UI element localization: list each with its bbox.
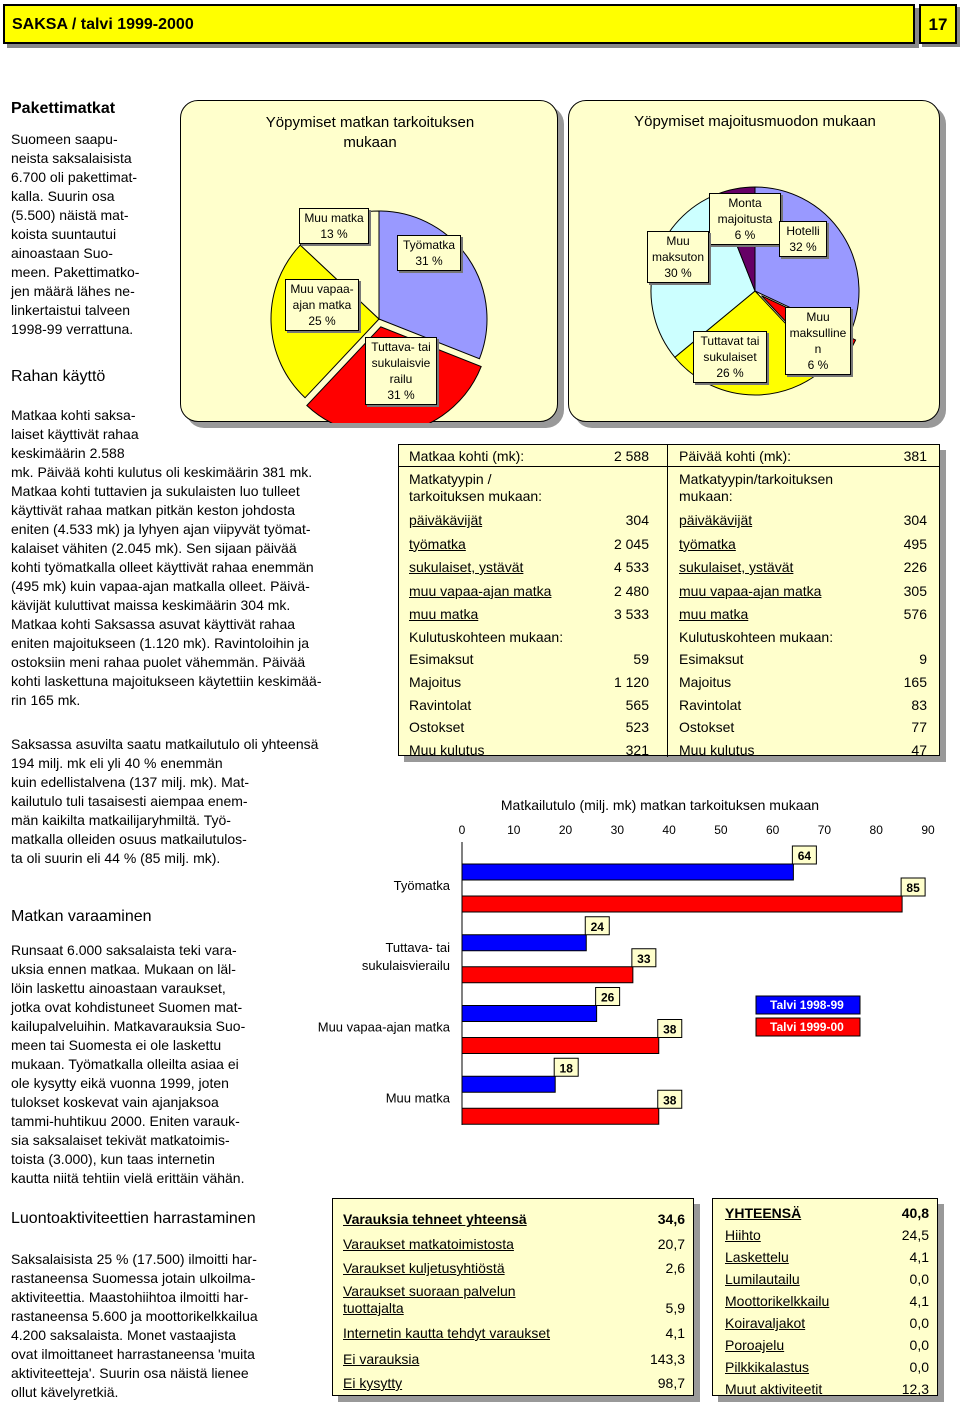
legend-label: Talvi 1998-99 <box>770 998 844 1012</box>
kulutus-right-row-value: 47 <box>911 742 927 759</box>
kulutus-left-row-value: 565 <box>625 696 649 713</box>
bar <box>462 896 902 912</box>
data-label: 24 <box>590 919 604 934</box>
varaaminen-line: Runsaat 6.000 saksalaista teki vara- <box>11 942 237 958</box>
pakettimatkat-line: meen. Pakettimatko- <box>11 264 140 280</box>
spend-right-row-label: muu matka <box>679 606 749 622</box>
pie2-label-hotelli: Hotelli 32 % <box>779 221 827 257</box>
pie1-label-tyomatka: Työmatka 31 % <box>397 235 461 271</box>
rahan-line: Matkaa kohti saksa- <box>11 407 136 423</box>
varaaminen-line: jotka ovat kohdistuneet Suomen mat- <box>11 999 243 1015</box>
bar-chart-matkailutulo <box>290 780 950 1180</box>
right-kulutus-heading: Kulutuskohteen mukaan: <box>679 629 834 645</box>
left-subheading: Matkatyypin / tarkoituksen mukaan: <box>409 471 543 504</box>
data-label: 85 <box>906 881 920 895</box>
pie-chart-purpose <box>180 100 558 422</box>
matkaa-kohti-label: Matkaa kohti (mk): <box>409 448 525 464</box>
booking-row-label: Ei kysytty <box>343 1375 403 1391</box>
kulutus-right-row-label: Majoitus <box>679 673 732 690</box>
category-label: Muu matka <box>385 1090 450 1106</box>
kulutus-right-row-value: 77 <box>911 719 927 736</box>
activity-table <box>712 1198 938 1396</box>
booking-table <box>332 1198 694 1396</box>
pie1-title-line: mukaan <box>343 134 397 151</box>
luonto-line: 4.200 saksalaista. Monet vastaajista <box>11 1327 236 1343</box>
pakettimatkat-line: jen määrä lähes ne- <box>11 283 135 299</box>
pie1-label-tuttava: Tuttava- tai sukulaisvie railu 31 % <box>365 337 437 405</box>
rahan-line: käyttivät rahaa matkan pitkän keston johdosta <box>11 502 296 518</box>
kulutus-left-row-value: 59 <box>633 651 649 667</box>
rahan-line: Matkaa kohti Saksassa asuvat käyttivät rahaa <box>11 616 296 632</box>
kulutus-right-row-value: 83 <box>911 696 927 713</box>
x-tick-label: 10 <box>507 823 521 837</box>
kulutus-right-row-label: Muu kulutus <box>679 742 755 759</box>
activity-row-label: YHTEENSÄ <box>725 1205 802 1221</box>
activity-row-value: 0,0 <box>909 1337 929 1353</box>
pie2-label-monta: Monta majoitusta 6 % <box>709 193 781 245</box>
spend-right-row-value: 576 <box>903 606 927 622</box>
rahan-line: kohti laskettuna majoitukseen käytettiin keskimää- <box>11 673 322 689</box>
rahan-line: eniten (4.533 mk) ja lyhyen ajan viipyvät työmat- <box>11 521 311 537</box>
category-label: Muu vapaa-ajan matka <box>317 1019 450 1035</box>
tulo-line: Saksassa asuvilta saatu matkailutulo oli yhteensä <box>11 736 319 752</box>
varaaminen-line: löin laskettu ainoastaan varaukset, <box>11 980 226 996</box>
activity-row-label: Lumilautailu <box>725 1271 800 1287</box>
spend-right-row-label: sukulaiset, ystävät <box>679 559 794 575</box>
spend-right-row-label: työmatka <box>679 535 736 552</box>
varaaminen-line: kautta niitä tehtiin vielä erittäin vähän. <box>11 1170 245 1186</box>
activity-row-label: Muut aktiviteetit <box>725 1381 823 1397</box>
activity-row-value: 0,0 <box>909 1271 929 1287</box>
paragraph-matkailutulo <box>11 735 318 868</box>
data-label: 26 <box>600 990 615 1005</box>
category-label: Työmatka <box>393 878 450 893</box>
x-tick-label: 20 <box>558 823 573 837</box>
varaaminen-line: tammi-huhtikuu 2000. Eniten varauk- <box>11 1113 240 1129</box>
bar <box>462 1006 597 1022</box>
tulo-line: ta oli suurin eli 44 % (85 milj. mk). <box>11 850 221 866</box>
kulutus-left-row-label: Ostokset <box>409 719 465 736</box>
rahan-line: keskimäärin 2.588 <box>11 445 125 461</box>
right-subheading: Matkatyypin/tarkoituksen mukaan: <box>679 471 834 504</box>
activity-row-label: Hiihto <box>725 1227 761 1243</box>
heading-luontoaktiviteetit: Luontoaktiviteettien harrastaminen <box>11 1210 256 1227</box>
pakettimatkat-line: (5.500) näistä mat- <box>11 207 129 223</box>
legend-label: Talvi 1999-00 <box>770 1020 844 1034</box>
rahan-line: kävijät kuluttivat maissa keskimäärin 304 mk. <box>11 597 291 613</box>
luonto-line: aktiviteetteja'. Suurin osa näistä lienee <box>11 1365 249 1381</box>
pakettimatkat-line: koista suuntautui <box>11 226 117 242</box>
category-label: Tuttava- tai <box>385 939 450 955</box>
varaaminen-line: meen tai Suomesta ei ole laskettu <box>11 1037 222 1053</box>
booking-row-value: 98,7 <box>657 1375 685 1391</box>
activity-row-value: 0,0 <box>909 1359 929 1375</box>
bar <box>462 1108 659 1124</box>
x-tick-label: 60 <box>765 823 780 837</box>
spending-table-header <box>399 445 939 467</box>
x-tick-label: 30 <box>610 823 625 837</box>
category-label: sukulaisvierailu <box>361 957 450 973</box>
data-label: 38 <box>663 1093 677 1108</box>
booking-row-label <box>343 1283 516 1317</box>
pie2-label-maksuton: Muu maksuton 30 % <box>647 231 709 283</box>
spend-left-row-label: muu vapaa-ajan matka <box>409 582 552 599</box>
rahan-line: Matkaa kohti tuttavien ja sukulaisten luo tulleet <box>11 483 300 499</box>
bar <box>462 935 586 951</box>
pie2-label-muu-maksullinen: Muu maksulline n 6 % <box>785 307 851 375</box>
kulutus-left-row-value: 1 120 <box>613 673 649 690</box>
x-tick-label: 90 <box>921 823 935 837</box>
spend-right-row-value: 226 <box>903 559 927 575</box>
activity-row-value: 4,1 <box>909 1293 929 1309</box>
bar-chart-title: Matkailutulo (milj. mk) matkan tarkoituksen mukaan <box>500 797 820 813</box>
paivaa-kohti-value: 381 <box>903 448 927 464</box>
booking-row-value: 20,7 <box>657 1236 685 1252</box>
booking-label-line: tuottajalta <box>343 1300 404 1316</box>
spend-left-row-value: 3 533 <box>613 606 649 622</box>
spend-right-row-value: 305 <box>903 582 927 599</box>
kulutus-left-row-value: 321 <box>625 742 649 759</box>
booking-row-value: 143,3 <box>649 1351 685 1367</box>
booking-row-value: 4,1 <box>665 1325 685 1341</box>
data-label: 38 <box>663 1022 677 1037</box>
kulutus-right-row-label: Ravintolat <box>679 696 742 713</box>
pie-chart-accommodation <box>568 100 940 422</box>
pakettimatkat-line: neista saksalaisista <box>11 150 132 166</box>
left-kulutus-heading: Kulutuskohteen mukaan: <box>409 629 564 645</box>
pie1-label-vapaa: Muu vapaa- ajan matka 25 % <box>285 279 359 331</box>
data-label: 64 <box>797 849 812 863</box>
activity-row-value: 4,1 <box>909 1249 929 1265</box>
varaaminen-line: ole kysytty eikä vuonna 1999, joten <box>11 1075 229 1091</box>
booking-row-label: Internetin kautta tehdyt varaukset <box>343 1325 551 1341</box>
kulutus-left-row-label: Majoitus <box>409 673 462 690</box>
pakettimatkat-line: linkertaistui talveen <box>11 302 131 318</box>
kulutus-left-row-value: 523 <box>625 719 649 736</box>
paragraph-luontoaktiviteetit <box>11 1250 258 1402</box>
rahan-line: kalaiset vähiten (2.045 mk). Sen sijaan päivää <box>11 540 297 556</box>
spend-left-row-value: 2 045 <box>613 535 649 552</box>
tulo-line: män kaikilta matkailijaryhmiltä. Työ- <box>11 812 231 828</box>
booking-label-line: Varaukset suoraan palvelun <box>343 1283 516 1299</box>
pie1-label-muu-matka: Muu matka 13 % <box>299 208 369 244</box>
spend-left-row-label: muu matka <box>409 606 479 622</box>
luonto-line: ovat ilmoittaneet harrastaneensa 'muita <box>11 1346 255 1362</box>
rahan-line: rin 165 mk. <box>11 692 81 708</box>
spend-right-row-value: 304 <box>903 512 927 528</box>
pakettimatkat-line: 1998-99 verrattuna. <box>11 321 134 337</box>
spend-left-row-label: päiväkävijät <box>409 512 483 528</box>
paivaa-kohti-label: Päivää kohti (mk): <box>679 448 792 464</box>
activity-row-label: Pilkkikalastus <box>725 1359 810 1375</box>
varaaminen-line: tulokset koskevat vain ajanjaksoa <box>11 1094 219 1110</box>
activity-row-label: Laskettelu <box>725 1249 789 1265</box>
pie2-label-tuttavat: Tuttavat tai sukulaiset 26 % <box>693 331 767 383</box>
booking-row-label: Ei varauksia <box>343 1351 420 1367</box>
page-title: SAKSA / talvi 1999-2000 <box>12 16 194 33</box>
spend-left-row-label: sukulaiset, ystävät <box>409 559 524 575</box>
pakettimatkat-line: 6.700 oli pakettimat- <box>11 169 138 185</box>
kulutus-left-row-label: Esimaksut <box>409 651 474 667</box>
x-tick-label: 40 <box>662 823 676 837</box>
rahan-line: laiset käyttivät rahaa <box>11 426 139 442</box>
spend-left-row-label: työmatka <box>409 535 466 552</box>
paragraph-rahan-kaytto-narrow <box>11 406 139 463</box>
varaaminen-line: uksia ennen matkaa. Mukaan on läl- <box>11 961 236 977</box>
booking-row-value: 2,6 <box>665 1260 685 1276</box>
luonto-line: Saksalaisista 25 % (17.500) ilmoitti har- <box>11 1251 257 1267</box>
activity-row-label: Poroajelu <box>725 1337 785 1353</box>
bar <box>462 864 793 880</box>
luonto-line: aktiviteettia. Maastohiihtoa ilmoitti har- <box>11 1289 249 1305</box>
rahan-line: ostoksiin meni rahaa puolet vähemmän. Päivää <box>11 654 306 670</box>
booking-row-value: 5,9 <box>665 1300 685 1316</box>
tulo-line: matkalla olleiden osuus matkailutulos- <box>11 831 247 847</box>
varaaminen-line: toista (3.000), kun taas internetin <box>11 1151 215 1167</box>
tulo-line: kailutulo tuli tasaisesti aiempaa enem- <box>11 793 248 809</box>
x-tick-label: 0 <box>458 823 466 837</box>
bar <box>462 967 633 983</box>
kulutus-right-row-value: 9 <box>919 651 927 667</box>
luonto-line: rastaneensa 5.600 ja moottorikelkkailua <box>11 1308 258 1324</box>
pakettimatkat-line: ainoastaan Suo- <box>11 245 113 261</box>
page-number: 17 <box>919 4 957 44</box>
pie-chart-accommodation-title: Yöpymiset majoitusmuodon mukaan <box>634 113 876 130</box>
activity-row-value: 40,8 <box>901 1205 929 1221</box>
spending-table <box>398 444 940 759</box>
varaaminen-line: kailupalveluihin. Matkavarauksia Suo- <box>11 1018 246 1034</box>
booking-row-label: Varauksia tehneet yhteensä <box>343 1211 527 1227</box>
varaaminen-line: sia saksalaiset tekivät matkatoimis- <box>11 1132 230 1148</box>
kulutus-right-row-label: Esimaksut <box>679 651 744 667</box>
spend-left-row-value: 4 533 <box>613 559 649 575</box>
activity-row-value: 12,3 <box>901 1381 929 1397</box>
varaaminen-line: mukaan. Työmatkalla olleilta asiaa ei <box>11 1056 239 1072</box>
tulo-line: kuin edellistalvena (137 milj. mk). Mat- <box>11 774 250 790</box>
spend-right-row-value: 495 <box>903 535 927 552</box>
kulutus-right-row-label: Ostokset <box>679 719 735 736</box>
booking-row-label: Varaukset matkatoimistosta <box>343 1236 514 1252</box>
tulo-line: 194 milj. mk eli yli 40 % enemmän <box>11 755 223 771</box>
paragraph-pakettimatkat <box>11 130 139 339</box>
spend-left-row-value: 304 <box>625 512 649 528</box>
booking-row-value: 34,6 <box>657 1211 685 1227</box>
pakettimatkat-line: Suomeen saapu- <box>11 131 118 147</box>
kulutus-right-row-value: 165 <box>903 673 927 690</box>
activity-row-label: Moottorikelkkailu <box>725 1293 830 1309</box>
x-tick-label: 80 <box>869 823 883 837</box>
rahan-line: eniten majoitukseen (1.120 mk). Ravintoloihin ja <box>11 635 310 651</box>
spend-right-row-label: muu vapaa-ajan matka <box>679 582 822 599</box>
x-tick-label: 70 <box>817 823 832 837</box>
pakettimatkat-line: kalla. Suurin osa <box>11 188 115 204</box>
luonto-line: rastaneensa Suomessa jotain ulkoilma- <box>11 1270 256 1286</box>
spend-left-row-value: 2 480 <box>613 582 649 599</box>
rahan-line: (495 mk) kuin vapaa-ajan matkalla olleet. Päivä- <box>11 578 310 594</box>
rahan-line: mk. Päivää kohti kulutus oli keskimäärin 381 mk. <box>11 464 313 480</box>
pie1-title-line: Yöpymiset matkan tarkoituksen <box>265 114 475 131</box>
rahan-line: kohti työmatkalla olleet käyttivät rahaa enemmän <box>11 559 314 575</box>
activity-row-value: 24,5 <box>901 1227 929 1243</box>
heading-rahan-kaytto: Rahan käyttö <box>11 368 106 385</box>
heading-matkan-varaaminen: Matkan varaaminen <box>11 908 152 925</box>
kulutus-left-row-label: Ravintolat <box>409 696 472 713</box>
luonto-line: ollut kävelyretkiä. <box>11 1384 119 1400</box>
kulutus-left-row-label: Muu kulutus <box>409 742 485 759</box>
booking-row-label: Varaukset kuljetusyhtiöstä <box>343 1260 505 1276</box>
page-header <box>0 0 960 52</box>
data-label: 18 <box>559 1061 573 1076</box>
paragraph-varaaminen <box>11 941 245 1188</box>
bar <box>462 1038 659 1054</box>
paragraph-rahan-kaytto <box>11 463 321 710</box>
matkaa-kohti-value: 2 588 <box>613 448 649 464</box>
spend-right-row-label: päiväkävijät <box>679 512 753 528</box>
bar <box>462 1076 555 1092</box>
data-label: 33 <box>637 951 651 966</box>
x-tick-label: 50 <box>714 823 728 837</box>
heading-pakettimatkat: Pakettimatkat <box>11 100 116 117</box>
activity-row-label: Koiravaljakot <box>725 1315 806 1331</box>
activity-row-value: 0,0 <box>909 1315 929 1331</box>
